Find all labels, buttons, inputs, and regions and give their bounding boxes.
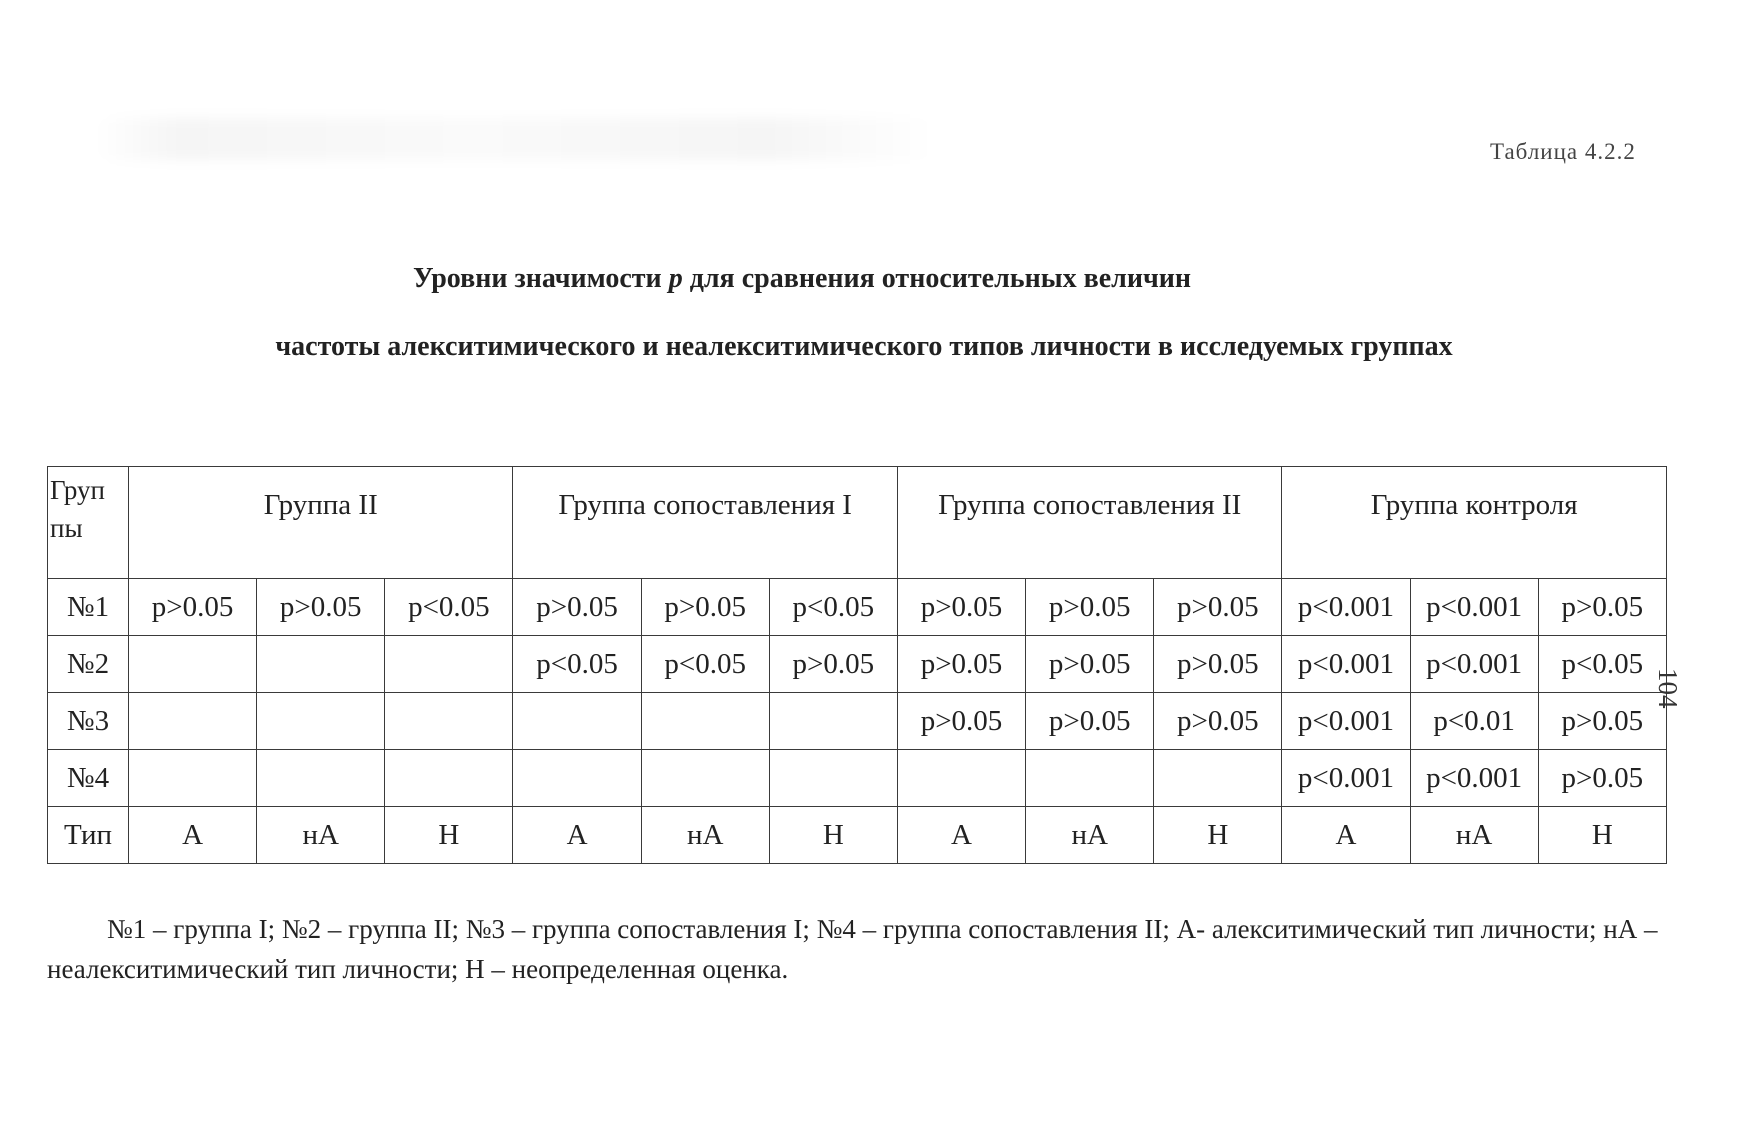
group-header: Группа II [129, 467, 513, 579]
table-cell [513, 750, 641, 807]
type-cell: нА [1026, 807, 1154, 864]
table-cell: p>0.05 [897, 636, 1025, 693]
table-cell [769, 750, 897, 807]
table-cell: p>0.05 [1154, 636, 1282, 693]
table-cell: p>0.05 [1538, 693, 1666, 750]
table-cell: p>0.05 [513, 579, 641, 636]
table-cell: p>0.05 [1538, 579, 1666, 636]
table-row [48, 750, 1667, 807]
type-cell: Н [1538, 807, 1666, 864]
type-cell: нА [641, 807, 769, 864]
table-cell [641, 693, 769, 750]
type-cell: Н [769, 807, 897, 864]
page-number: 104 [1653, 668, 1683, 709]
table-cell: p<0.01 [1410, 693, 1538, 750]
type-cell: нА [257, 807, 385, 864]
table-cell: p<0.05 [641, 636, 769, 693]
table-cell: p>0.05 [1538, 750, 1666, 807]
row-label: №3 [48, 693, 129, 750]
table-cell: p<0.001 [1410, 750, 1538, 807]
row-label: №1 [48, 579, 129, 636]
table-cell: p<0.05 [513, 636, 641, 693]
type-cell: А [897, 807, 1025, 864]
table-cell: p<0.001 [1282, 693, 1410, 750]
group-header: Группа сопоставления I [513, 467, 897, 579]
table-cell: p>0.05 [897, 579, 1025, 636]
significance-table [47, 466, 1667, 864]
table-cell [385, 693, 513, 750]
table-cell [129, 636, 257, 693]
table-cell: p>0.05 [897, 693, 1025, 750]
table-cell [385, 750, 513, 807]
table-row [48, 579, 1667, 636]
corner-text-1: Груп [50, 475, 106, 505]
type-cell: нА [1410, 807, 1538, 864]
table-title-line-1 [0, 263, 1674, 295]
type-cell: Н [1154, 807, 1282, 864]
table-cell: p>0.05 [1026, 636, 1154, 693]
table-cell: p<0.001 [1282, 750, 1410, 807]
group-header: Группа контроля [1282, 467, 1667, 579]
table-cell: p<0.001 [1410, 579, 1538, 636]
table-cell: p>0.05 [1026, 693, 1154, 750]
table-cell [257, 636, 385, 693]
table-title-line-2: частоты алекситимического и неалекситимического типов личности в исследуемых группах [275, 331, 1453, 362]
table-row [48, 693, 1667, 750]
table-cell [1026, 750, 1154, 807]
table-cell [129, 693, 257, 750]
table-cell [769, 693, 897, 750]
table-cell: p<0.001 [1410, 636, 1538, 693]
table-cell [385, 636, 513, 693]
table-cell: p<0.05 [769, 579, 897, 636]
table-cell: p>0.05 [769, 636, 897, 693]
corner-text-2: пы [50, 513, 83, 543]
table-footnote: №1 – группа I; №2 – группа II; №3 – группа сопоставления I; №4 – группа сопоставления II; А- алекситимический тип личности; нА – неалекситимический тип личности; Н – неопределенная оценка. [47, 914, 1658, 984]
table-cell: p<0.001 [1282, 579, 1410, 636]
table-row [48, 636, 1667, 693]
table-cell: p>0.05 [641, 579, 769, 636]
table-number-label: Таблица 4.2.2 [1490, 139, 1636, 164]
table-cell: p<0.05 [385, 579, 513, 636]
table-cell: p>0.05 [1154, 579, 1282, 636]
table-cell [257, 693, 385, 750]
row-label: №2 [48, 636, 129, 693]
title-p-variable: p [668, 263, 683, 294]
type-cell: А [129, 807, 257, 864]
table-cell [513, 693, 641, 750]
table-cell [641, 750, 769, 807]
corner-cell [48, 467, 129, 579]
table-cell [1154, 750, 1282, 807]
table-cell [897, 750, 1025, 807]
group-header: Группа сопоставления II [897, 467, 1281, 579]
row-label: Тип [48, 807, 129, 864]
scan-smudge [95, 118, 935, 160]
title-text-a: Уровни значимости [412, 263, 669, 294]
table-cell: p>0.05 [129, 579, 257, 636]
type-cell: А [513, 807, 641, 864]
table-cell: p>0.05 [1154, 693, 1282, 750]
type-row [48, 807, 1667, 864]
type-cell: Н [385, 807, 513, 864]
table-cell [129, 750, 257, 807]
table-header-row [48, 467, 1667, 579]
table-cell: p>0.05 [1026, 579, 1154, 636]
table-cell: p<0.05 [1538, 636, 1666, 693]
row-label: №4 [48, 750, 129, 807]
type-cell: А [1282, 807, 1410, 864]
table-cell: p<0.001 [1282, 636, 1410, 693]
table-cell [257, 750, 385, 807]
title-text-b: для сравнения относительных величин [682, 263, 1192, 294]
table-cell: p>0.05 [257, 579, 385, 636]
